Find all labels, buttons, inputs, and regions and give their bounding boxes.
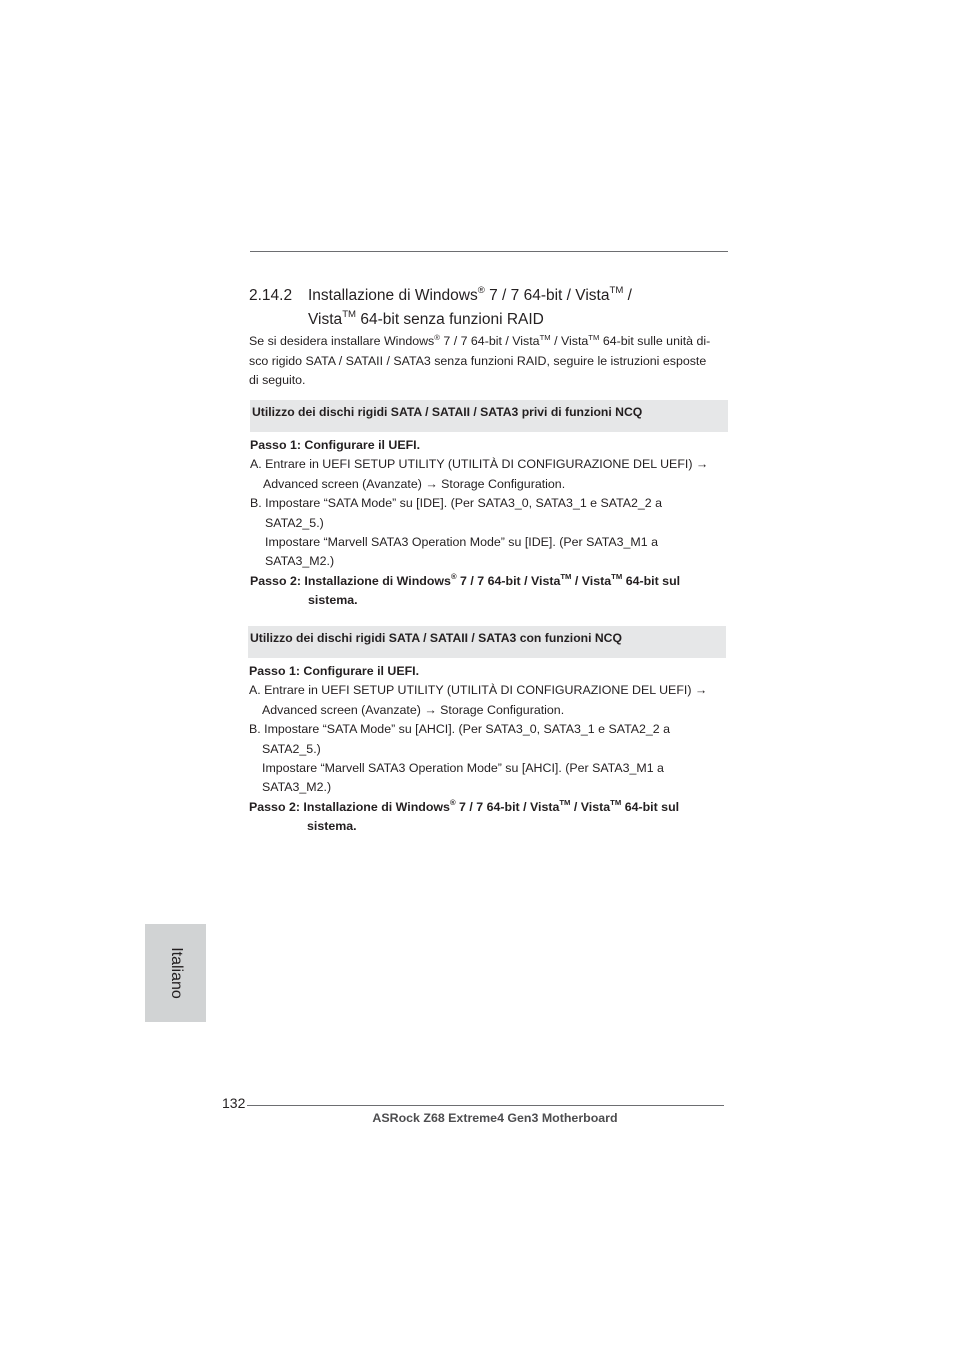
ncq-off-step1: Passo 1: Configurare il UEFI. bbox=[250, 438, 421, 452]
top-rule bbox=[250, 251, 728, 252]
ncq-off-b2: SATA2_5.) bbox=[265, 515, 324, 530]
ncq-off-b1: B. Impostare “SATA Mode” su [IDE]. (Per SATA3_0, SATA3_1 e SATA2_2 a bbox=[250, 496, 663, 511]
footer-rule bbox=[247, 1105, 724, 1106]
section-title-line2: Vista™ 64-bit senza funzioni RAID bbox=[308, 309, 544, 328]
ncq-on-steps bbox=[249, 662, 729, 837]
ncq-on-heading-band bbox=[248, 626, 726, 658]
ncq-on-b1: B. Impostare “SATA Mode” su [AHCI]. (Per SATA3_0, SATA3_1 e SATA2_2 a bbox=[249, 722, 670, 737]
ncq-off-step2b: sistema. bbox=[308, 593, 358, 608]
intro-line-2: sco rigido SATA / SATAII / SATA3 senza funzioni RAID, seguire le istruzioni esposte bbox=[249, 353, 707, 368]
language-label: Italiano bbox=[167, 947, 185, 999]
ncq-on-b4: SATA3_M2.) bbox=[262, 780, 332, 795]
ncq-off-heading-band bbox=[250, 400, 728, 432]
ncq-off-b3: Impostare “Marvell SATA3 Operation Mode” su [IDE]. (Per SATA3_M1 a bbox=[265, 535, 658, 550]
ncq-on-b2: SATA2_5.) bbox=[262, 741, 321, 756]
language-side-tab bbox=[145, 924, 206, 1022]
ncq-on-heading: Utilizzo dei dischi rigidi SATA / SATAII / SATA3 con funzioni NCQ bbox=[250, 631, 622, 645]
ncq-on-step2b: sistema. bbox=[307, 819, 357, 834]
intro-paragraph bbox=[249, 332, 729, 391]
page-number: 132 bbox=[222, 1095, 246, 1111]
ncq-on-a2: Advanced screen (Avanzate) → Storage Configuration. bbox=[262, 702, 565, 717]
ncq-off-a2: Advanced screen (Avanzate) → Storage Configuration. bbox=[263, 476, 566, 491]
section-title-line1: 2.14.2 Installazione di Windows® 7 / 7 64-bit / Vista™ / bbox=[249, 285, 632, 304]
ncq-on-b3: Impostare “Marvell SATA3 Operation Mode” su [AHCI]. (Per SATA3_M1 a bbox=[262, 761, 664, 776]
intro-line-3: di seguito. bbox=[249, 373, 306, 388]
ncq-off-step2: Passo 2: Installazione di Windows® 7 / 7 64-bit / Vista™ / Vista™ 64-bit sul bbox=[250, 572, 681, 588]
intro-line-1: Se si desidera installare Windows® 7 / 7 64-bit / Vista™ / Vista™ 64-bit sulle unità di- bbox=[249, 332, 711, 348]
ncq-off-b4: SATA3_M2.) bbox=[265, 554, 335, 569]
ncq-on-step1: Passo 1: Configurare il UEFI. bbox=[249, 664, 420, 678]
ncq-off-steps bbox=[250, 436, 730, 611]
ncq-on-step2: Passo 2: Installazione di Windows® 7 / 7 64-bit / Vista™ / Vista™ 64-bit sul bbox=[249, 798, 680, 814]
ncq-off-a1: A. Entrare in UEFI SETUP UTILITY (UTILITÀ DI CONFIGURAZIONE DEL UEFI) → bbox=[250, 457, 709, 472]
section-number: 2.14.2 bbox=[249, 287, 293, 304]
ncq-off-heading: Utilizzo dei dischi rigidi SATA / SATAII / SATA3 privi di funzioni NCQ bbox=[252, 405, 643, 419]
footer-product-name: ASRock Z68 Extreme4 Gen3 Motherboard bbox=[372, 1111, 618, 1125]
ncq-on-a1: A. Entrare in UEFI SETUP UTILITY (UTILITÀ DI CONFIGURAZIONE DEL UEFI) → bbox=[249, 683, 708, 698]
